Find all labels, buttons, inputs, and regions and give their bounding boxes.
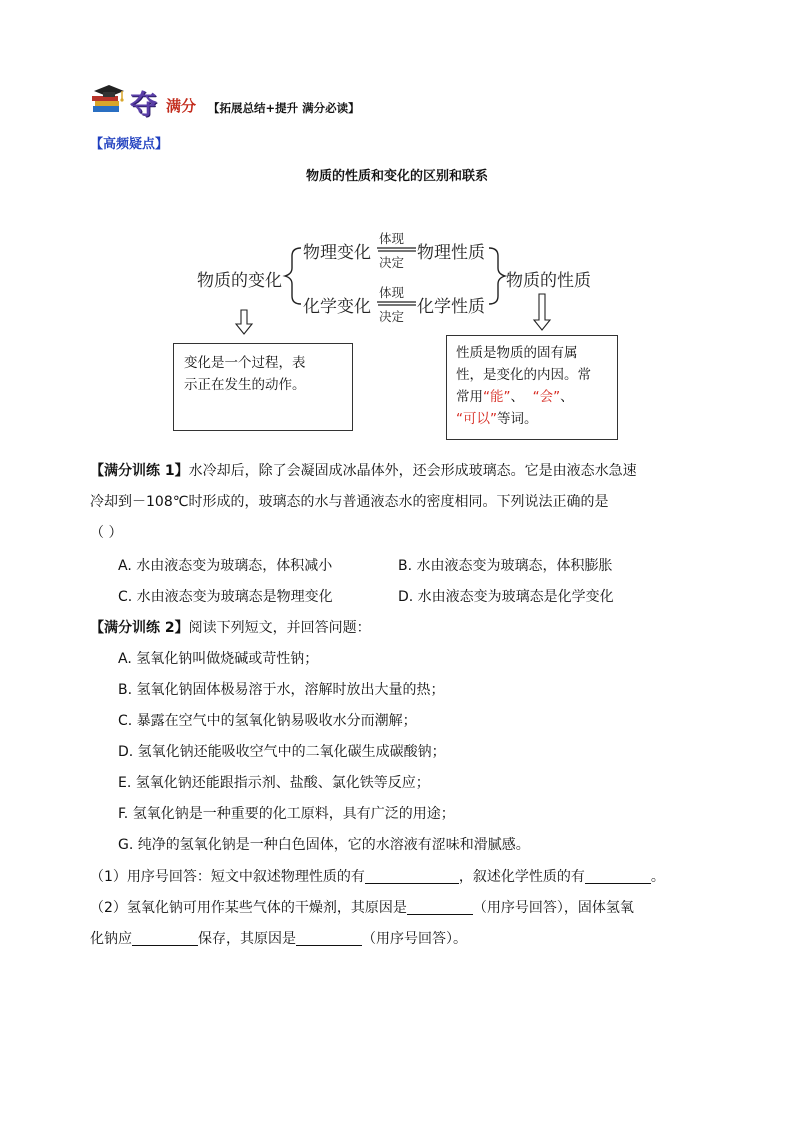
change-definition-line-1: 变化是一个过程，表 (184, 355, 306, 371)
q1-answer-paren: （ ） (90, 525, 123, 541)
diagram-physical-change: 物理变化 (303, 243, 371, 263)
keyword-keyi: “可以” (456, 411, 497, 427)
diagram-decide-label-2: 决定 (379, 309, 405, 324)
diagram-change-of-matter: 物质的变化 (197, 271, 282, 291)
concept-diagram (167, 222, 621, 446)
change-definition-line-2: 示正在发生的动作。 (184, 377, 306, 393)
q2-label: 【满分训练 2】 (90, 620, 189, 636)
q2-intro-line: 【满分训练 2】阅读下列短文，并回答问题： (90, 620, 371, 636)
q2-blank-physical[interactable] (365, 867, 459, 884)
q1-option-a: A. 水由液态变为玻璃态，体积减小 (118, 558, 333, 574)
property-definition-line-4: “可以”等词。 (456, 411, 538, 427)
diagram-decide-label-1: 决定 (379, 255, 405, 270)
q2-item-b: B. 氢氧化钠固体极易溶于水，溶解时放出大量的热； (118, 682, 445, 698)
q2-sub-question-1: （1）用序号回答：短文中叙述物理性质的有 ，叙述化学性质的有 。 (90, 869, 665, 885)
page-title: 物质的性质和变化的区别和联系 (305, 169, 488, 184)
q2-blank-desiccant-reason[interactable] (407, 898, 473, 915)
keyword-hui: “会” (532, 389, 561, 405)
q1-option-d: D. 水由液态变为玻璃态是化学变化 (398, 589, 614, 605)
diagram-property-of-matter: 物质的性质 (506, 271, 591, 291)
q2-sub-question-2-line-2: 化钠应 保存，其原因是 （用序号回答）。 (90, 931, 467, 947)
q2-item-d: D. 氢氧化钠还能吸收空气中的二氧化碳生成碳酸钠； (118, 744, 446, 760)
property-definition-box (446, 335, 618, 440)
graduation-cap-books-logo (90, 82, 126, 114)
change-definition-box (173, 343, 353, 431)
q1-label: 【满分训练 1】 (90, 463, 189, 479)
diagram-reflect-label-2: 体现 (379, 285, 405, 300)
q2-item-f: F. 氢氧化钠是一种重要的化工原料，具有广泛的用途； (118, 806, 455, 822)
q2-sub-question-2-line-1: （2）氢氧化钠可用作某些气体的干燥剂，其原因是 （用序号回答），固体氢氧 (90, 900, 634, 916)
keyword-neng: “能” (483, 389, 511, 405)
brand-tagline: 【拓展总结+提升 满分必读】 (208, 101, 360, 115)
section-tag: 【高频疑点】 (90, 137, 169, 152)
brand-duo-glyph: 夺 (130, 90, 156, 121)
q2-blank-storage[interactable] (132, 929, 198, 946)
q1-option-c: C. 水由液态变为玻璃态是物理变化 (118, 589, 333, 605)
q2-blank-chemical[interactable] (585, 867, 651, 884)
q2-item-g: G. 纯净的氢氧化钠是一种白色固体，它的水溶液有涩味和滑腻感。 (118, 837, 530, 853)
q1-line-2: 冷却到－108℃时形成的，玻璃态的水与普通液态水的密度相同。下列说法正确的是 (90, 494, 609, 510)
q2-item-c: C. 暴露在空气中的氢氧化钠易吸收水分而潮解； (118, 713, 417, 729)
property-definition-line-3: 常用“能”、 “会”、 (456, 389, 574, 405)
q1-line-1: 【满分训练 1】水冷却后，除了会凝固成冰晶体外，还会形成玻璃态。它是由液态水急速 (90, 463, 637, 479)
property-definition-line-1: 性质是物质的固有属 (456, 345, 578, 361)
q2-item-a: A. 氢氧化钠叫做烧碱或苛性钠； (118, 651, 319, 667)
brand-manfen: 满分 (166, 97, 197, 115)
q2-blank-storage-reason[interactable] (296, 929, 362, 946)
q1-option-b: B. 水由液态变为玻璃态，体积膨胀 (398, 558, 613, 574)
diagram-physical-property: 物理性质 (417, 243, 485, 263)
q2-item-e: E. 氢氧化钠还能跟指示剂、盐酸、氯化铁等反应； (118, 775, 430, 791)
diagram-chemical-property: 化学性质 (417, 297, 485, 317)
diagram-reflect-label-1: 体现 (379, 231, 405, 246)
diagram-chemical-change: 化学变化 (303, 297, 371, 317)
property-definition-line-2: 性，是变化的内因。常 (456, 367, 591, 383)
